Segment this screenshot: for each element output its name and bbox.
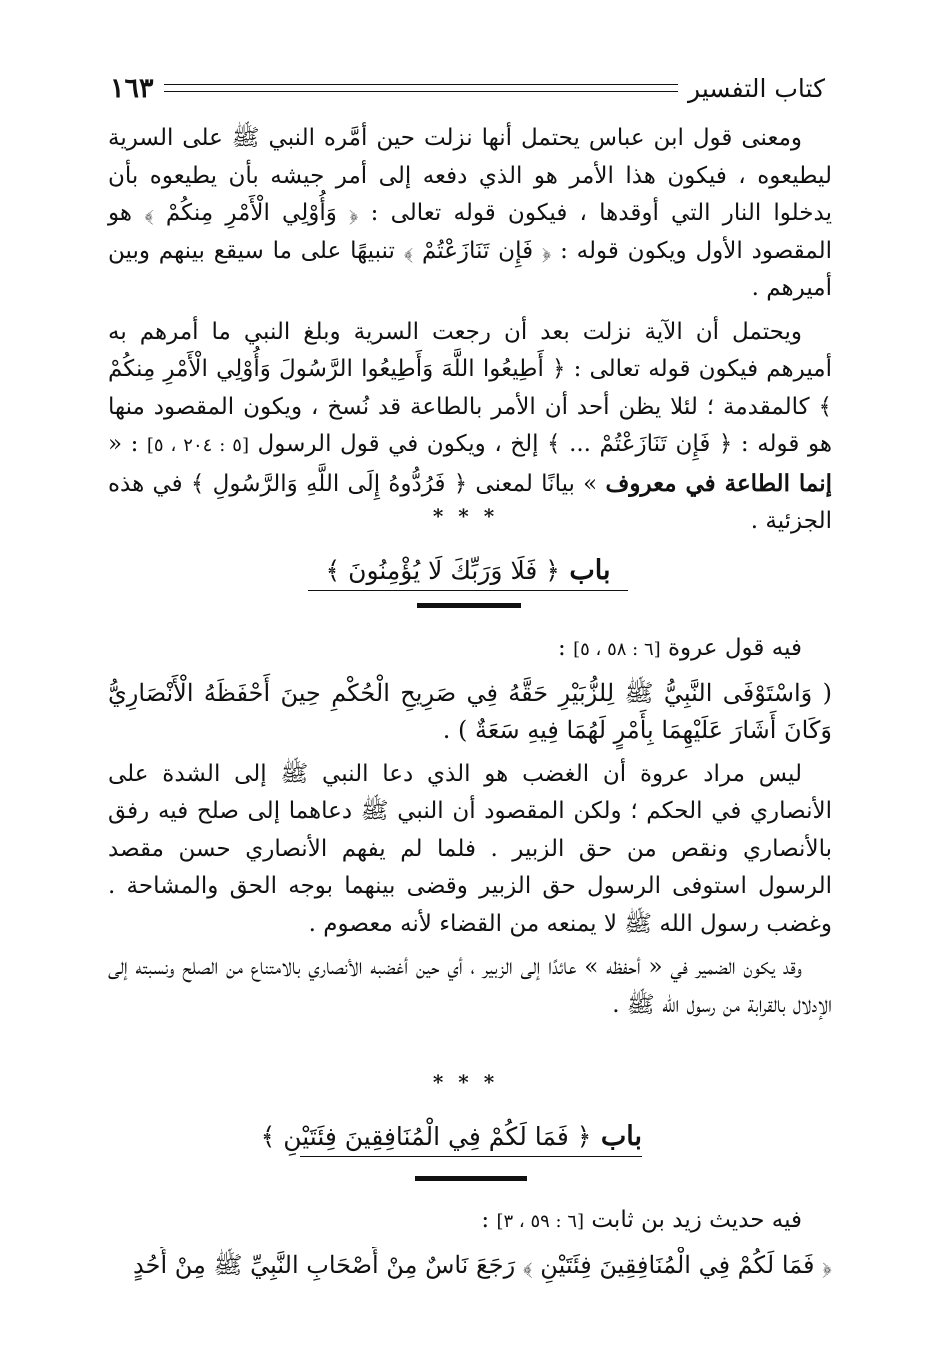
chapter-underline-bar xyxy=(415,1176,527,1181)
hadith-reference: [٦ : ٥٩ ، ٣] xyxy=(496,1211,585,1232)
paragraph-ibn-abbas: ومعنى قول ابن عباس يحتمل أنها نزلت حين أمَّره النبي ﷺ على السرية ليطيعوه ، فيكون هذا الأمر هو الذي دفعه إلى أمر جيشه بأن يطيعوه بأن يدخلوا النار التي أوقدها ، فيكون قوله تعالى : ﴿ وَأُوْلِي الْأَمْرِ مِنكُمْ ﴾ هو المقصود الأول ويكون قوله : ﴿ فَإِن تَنَازَعْتُمْ ﴾ تنبيهًا على ما سيقع بينهم وبين أميرهم . xyxy=(108,125,832,301)
intro-text: فيه قول عروة xyxy=(660,635,802,661)
hadith-reference: [٦ : ٥٨ ، ٥] xyxy=(573,639,661,660)
paragraph-anger: ليس مراد عروة أن الغضب هو الذي دعا النبي ﷺ إلى الشدة على الأنصاري في الحكم ؛ ولكن المقصود أن النبي ﷺ دعاهما إلى صلح فيه رفق بالأنصاري ونقص من حق الزبير . فلما لم يفهم الأنصاري حسن مقصد الرسول استوفى الرسول حق الزبير وقضى بينهما بوجه الحق والمشاحة . وغضب رسول الله ﷺ لا يمنعه من القضاء لأنه معصوم . xyxy=(108,760,832,937)
book-title: كتاب التفسير xyxy=(688,73,825,103)
chapter-heading-1 xyxy=(308,555,628,591)
section-2 xyxy=(108,630,832,1024)
zaid-quote: ﴿ فَمَا لَكُمْ فِي الْمُنَافِقِينَ فِئَتَيْنِ ﴾ رَجَعَ نَاسٌ مِنْ أَصْحَابِ النَّبِيِّ ﷺ مِنْ أُحُدٍ xyxy=(133,1250,832,1279)
section-1 xyxy=(108,120,832,541)
chapter-underline-bar xyxy=(417,603,521,608)
section-separator-2: * * * xyxy=(432,1070,499,1094)
urwa-intro xyxy=(108,630,832,669)
section-separator-1: * * * xyxy=(432,504,499,528)
intro-colon: : xyxy=(481,1207,497,1233)
paragraph-obedience-start: ويحتمل أن الآية نزلت بعد أن رجعت السرية وبلغ النبي ما أمرهم به أميرهم فيكون قوله تعالى : ﴿ أَطِيعُوا اللَّهَ وَأَطِيعُوا الرَّسُولَ وَأُوْلِي الْأَمْرِ مِنكُمْ ﴾ كالمقدمة ؛ لئلا يظن أحد أن الأمر بالطاعة قد نُسخ ، ويكون المقصود منها هو قوله : ﴿ فَإِن تَنَازَعْتُمْ ... ﴾ إلخ ، ويكون في قول الرسول xyxy=(108,318,832,457)
chapter-verse: ﴿ فَمَا لَكُمْ فِي الْمُنَافِقِينَ فِئَتَيْنِ ﴾ xyxy=(260,1122,592,1151)
paragraph-pronoun: وقد يكون الضمير في « أحفظه » عائدًا إلى الزبير ، أي حين أغضبه الأنصاري بالامتناع من الصلح ونسبته إلى الإدلال بالقرابة من رسول الله ﷺ . xyxy=(108,954,832,1018)
chapter-prefix: باب xyxy=(600,1121,642,1152)
hadith-quote-bold: إنما الطاعة في معروف xyxy=(605,469,832,497)
chapter-verse: ﴿ فَلَا وَرَبِّكَ لَا يُؤْمِنُونَ ﴾ xyxy=(325,556,560,585)
hadith-reference: [٥ : ٢٠٤ ، ٥] xyxy=(146,435,249,456)
paragraph-obedience-end: » بيانًا لمعنى ﴿ فَرُدُّوهُ إِلَى اللَّهِ وَالرَّسُولِ ﴾ في هذه الجزئية . xyxy=(108,470,832,534)
zaid-intro xyxy=(108,1202,832,1241)
section-3 xyxy=(108,1202,832,1284)
intro-text: فيه حديث زيد بن ثابت xyxy=(584,1207,802,1233)
page-header xyxy=(110,70,825,106)
page-number: ١٦٣ xyxy=(110,72,154,104)
header-double-rule xyxy=(164,84,679,92)
urwa-quote: ( وَاسْتَوْفَى النَّبِيُّ ﷺ لِلزُّبَيْرِ حَقَّهُ فِي صَرِيحِ الْحُكْمِ حِينَ أَحْفَظَهُ الْأَنْصَارِيُّ وَكَانَ أَشَارَ عَلَيْهِمَا بِأَمْرٍ لَهُمَا فِيهِ سَعَةٌ ) . xyxy=(108,678,832,744)
intro-colon: : xyxy=(558,635,574,661)
chapter-prefix: باب xyxy=(569,555,611,586)
paragraph-obedience-mid: : « xyxy=(108,431,147,457)
chapter-heading-2 xyxy=(260,1121,642,1157)
